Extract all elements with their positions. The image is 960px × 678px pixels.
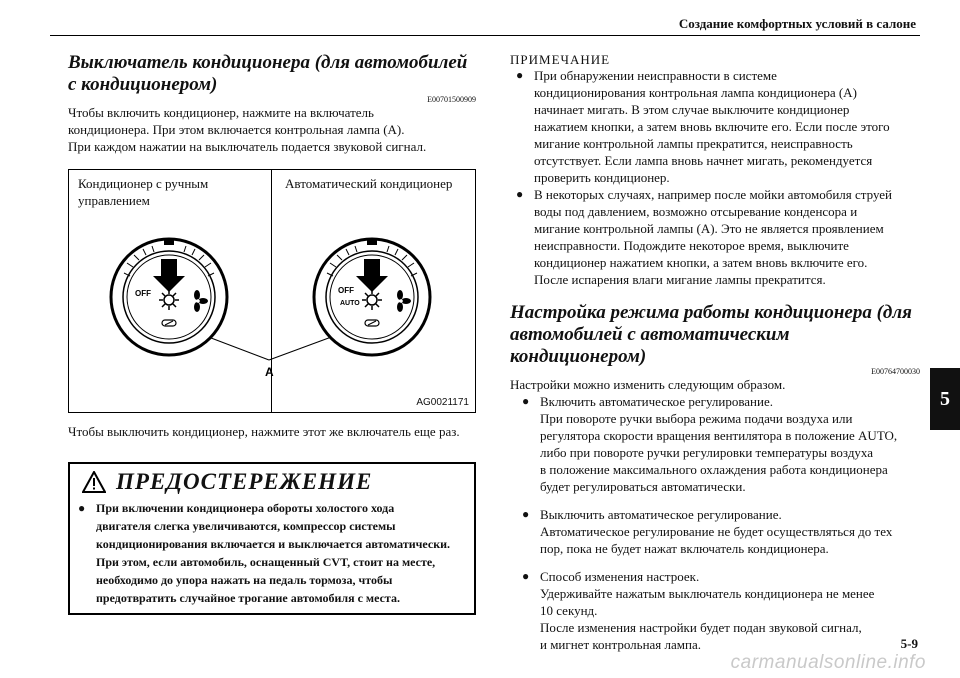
manual-ac-knob[interactable]	[111, 239, 227, 355]
setting-line: регулятора скорости вращения вентилятора в положение AUTO,	[540, 428, 898, 443]
bullet-icon: ●	[522, 569, 530, 583]
setting-head: Способ изменения настроек.	[540, 569, 700, 584]
chapter-tab[interactable]: 5	[930, 368, 960, 430]
intro-line: кондиционера. При этом включается контрольная лампа (A).	[68, 122, 405, 137]
note-line: кондиционирования контрольная лампа кондиционера (A)	[534, 85, 857, 100]
section-title-line-2: с кондиционером)	[68, 74, 218, 95]
callout-label-a: A	[265, 365, 274, 379]
setting-line: пор, пока не будет нажат включатель кондиционера.	[540, 541, 829, 556]
right-column	[510, 52, 920, 653]
bullet-icon: ●	[516, 68, 524, 82]
note-line: При обнаружении неисправности в системе	[534, 68, 777, 83]
note-line: мигание контрольной лампы (A). Это не является проявлением	[534, 221, 884, 236]
figure-label-auto: Автоматический кондиционер	[285, 176, 453, 191]
setting-line: в положение максимального охлаждения работа кондиционера	[540, 462, 888, 477]
warning-header	[70, 464, 474, 497]
setting-line: Автоматическое регулирование не будет осуществляться до тех	[540, 524, 893, 539]
note-line: начинает мигать. В этом случае выключите кондиционер	[534, 102, 850, 117]
note-line: кондиционер нажатием кнопки, а затем вновь включите его.	[534, 255, 868, 270]
intro-line: При каждом нажатии на выключатель подается звуковой сигнал.	[68, 139, 427, 154]
warning-line: При включении кондиционера обороты холостого хода	[96, 501, 395, 515]
note-line: нажатием кнопки, а затем вновь включите его. Если после этого	[534, 119, 890, 134]
note-line: отсутствует. Если лампа вновь начнет мигать, рекомендуется	[534, 153, 873, 168]
figure-label-manual-line-2: управлением	[78, 193, 150, 208]
warning-box	[68, 462, 476, 615]
note-line: воды под давлением, возможно отсыревание конденсора и	[534, 204, 858, 219]
ac-switch-figure	[68, 169, 476, 413]
section-title-line-1: Настройка режима работы кондиционера (для	[510, 302, 912, 323]
bullet-icon: ●	[516, 187, 524, 201]
warning-body	[70, 497, 474, 613]
turn-off-paragraph: Чтобы выключить кондиционер, нажмите этот же включатель еще раз.	[68, 424, 460, 439]
auto-ac-knob[interactable]	[314, 239, 430, 355]
intro-line: Чтобы включить кондиционер, нажмите на включатель	[68, 105, 374, 120]
warning-line: предотвратить случайное трогание автомобиля с места.	[96, 591, 400, 605]
warning-line: необходимо до упора нажать на педаль тормоза, чтобы	[96, 573, 393, 587]
setting-item-auto-on	[510, 393, 920, 495]
warning-line: При этом, если автомобиль, оснащенный CVT, стоит на месте,	[96, 555, 436, 569]
page-number: 5-9	[900, 636, 918, 651]
knob-auto-label: AUTO	[340, 300, 360, 307]
section-title-ac-mode	[510, 302, 920, 368]
section-code: E00764700030	[871, 367, 920, 376]
setting-line: После изменения настройки будет подан звуковой сигнал,	[540, 620, 862, 635]
warning-triangle-icon	[82, 471, 106, 493]
setting-line: либо при повороте ручки регулировки температуры воздуха	[540, 445, 874, 460]
intro-paragraph	[68, 104, 476, 155]
section-code: E00701500909	[427, 95, 476, 104]
note-line: В некоторых случаях, например после мойки автомобиля струей	[534, 187, 893, 202]
setting-item-auto-off	[510, 506, 920, 557]
section-title-ac-switch	[68, 52, 476, 96]
setting-item-change-method	[510, 568, 920, 653]
setting-head: Выключить автоматическое регулирование.	[540, 507, 782, 522]
setting-line: будет регулироваться автоматически.	[540, 479, 746, 494]
warning-bullet	[78, 499, 464, 607]
watermark: carmanualsonline.info	[730, 652, 926, 673]
note-line: проверить кондиционер.	[534, 170, 670, 185]
warning-line: кондиционирования включается и выключается автоматически.	[96, 537, 451, 551]
note-line: неисправности. Подождите некоторое время, выключите	[534, 238, 849, 253]
setting-line: При повороте ручки выбора режима подачи воздуха или	[540, 411, 853, 426]
knob-off-label: OFF	[135, 289, 151, 298]
note-item	[516, 67, 920, 186]
note-line: После испарения влаги мигание лампы прекратится.	[534, 272, 826, 287]
warning-title: ПРЕДОСТЕРЕЖЕНИЕ	[116, 469, 373, 494]
note-line: мигание контрольной лампы прекратится, неисправность	[534, 136, 853, 151]
header-rule	[50, 35, 920, 36]
section-title-line-2: автомобилей с автоматическим кондиционером)	[510, 324, 790, 367]
knob-off-label: OFF	[338, 286, 354, 295]
running-header: Создание комфортных условий в салоне	[678, 16, 916, 31]
left-column	[68, 52, 476, 615]
warning-line: двигателя слегка увеличиваются, компрессор системы	[96, 519, 396, 533]
bullet-icon: ●	[522, 394, 530, 408]
setting-line: Удерживайте нажатым выключатель кондиционера не менее	[540, 586, 875, 601]
bullet-icon: ●	[522, 507, 530, 521]
section-title-line-1: Выключатель кондиционера (для автомобилей	[68, 52, 468, 73]
note-item	[516, 186, 920, 288]
setting-line: 10 секунд.	[540, 603, 598, 618]
note-heading: ПРИМЕЧАНИЕ	[510, 52, 611, 67]
figure-label-manual-line-1: Кондиционер с ручным	[78, 176, 209, 191]
setting-line: и мигнет контрольная лампа.	[540, 637, 701, 652]
setting-head: Включить автоматическое регулирование.	[540, 394, 773, 409]
settings-intro: Настройки можно изменить следующим образом.	[510, 377, 786, 392]
knob-illustration	[69, 170, 477, 414]
figure-code: AG0021171	[416, 397, 469, 408]
bullet-icon: ●	[78, 501, 86, 515]
